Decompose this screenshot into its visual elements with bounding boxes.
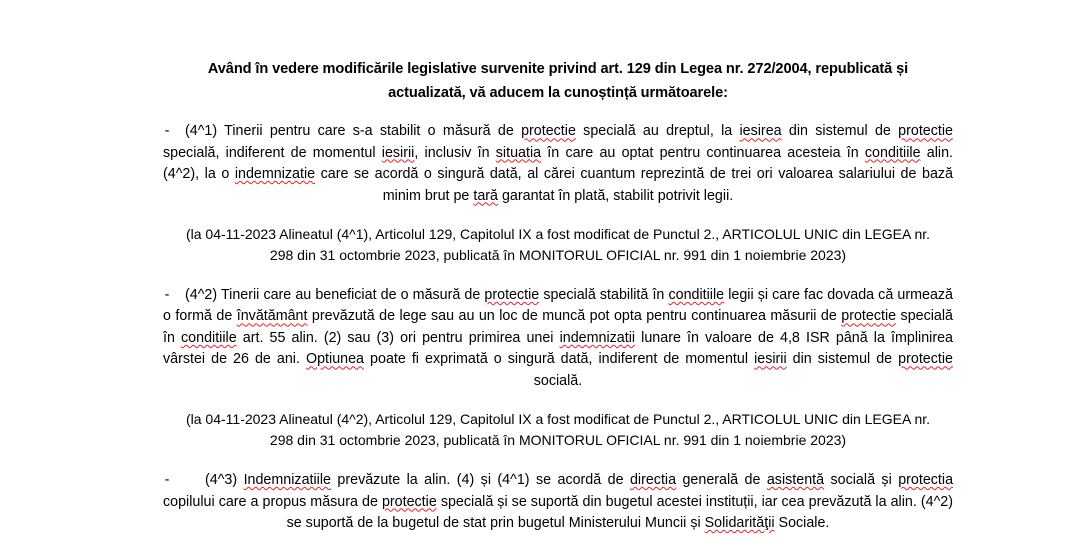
spacer xyxy=(163,271,953,285)
bullet-dash: - xyxy=(164,287,170,304)
misspelled-word: asistentă xyxy=(766,472,825,489)
misspelled-word: învătământ xyxy=(236,308,308,325)
misspelled-word: Solidarităţii xyxy=(704,515,775,532)
bullet-dash: - xyxy=(164,472,170,489)
spacer xyxy=(163,212,953,224)
misspelled-word: protectie xyxy=(484,287,540,304)
misspelled-word: indemnizatie xyxy=(234,166,316,183)
misspelled-word: directia xyxy=(629,472,677,489)
misspelled-word: protectie xyxy=(898,351,953,368)
clause-text-4-2: (4^2) Tinerii care au beneficiat de o măsură de protectie specială stabilită în conditiile legii și care fac dovada că urmează o formă de învătământ prevăzută de lege sau au un loc de muncă pot opta pentru continuarea măsurii de protectie specială în conditiile art. 55 alin. (2) sau (3) ori pentru primirea unei indemnizatii lunare în valoare de 4,8 ISR până la împlinirea vârstei de 26 de ani. Optiunea poate fi exprimată o singură dată, indiferent de momentul iesirii din sistemul de protectie socială. xyxy=(163,287,953,389)
misspelled-word: iesirea xyxy=(739,123,782,140)
bullet-dash: - xyxy=(164,123,170,140)
clause-paragraph-4-3 xyxy=(163,470,953,534)
document-heading: Având în vedere modificările legislative survenite privind art. 129 din Legea nr. 272/2004, republicată și actualizată, vă aducem la cunoștință următoarele: xyxy=(207,61,909,101)
misspelled-word: situatia xyxy=(495,144,542,161)
clause-text-4-1: (4^1) Tinerii pentru care s-a stabilit o măsură de protectie specială au dreptul, la iesirea din sistemul de protectie specială, indiferent de momentul iesirii, inclusiv în situatia în care au optat pentru continuarea acesteia în conditiile alin. (4^2), la o indemnizatie care se acordă o singură dată, al cărei cuantum reprezintă de trei ori valoarea salariului de bază minim brut pe tară garantat în plată, stabilit potrivit legii. xyxy=(163,123,953,204)
misspelled-word: Optiunea xyxy=(305,351,365,368)
misspelled-word: conditiile xyxy=(181,329,237,346)
clause-paragraph-4-2 xyxy=(163,285,953,392)
citation-4-2: (la 04-11-2023 Alineatul (4^2), Articolul 129, Capitolul IX a fost modificat de Punctul 2., ARTICOLUL UNIC din LEGEA nr. 298 din 31 octombrie 2023, publicată în MONITORUL OFICIAL nr. 991 din 1 noiembrie 2023) xyxy=(185,411,931,449)
misspelled-word: indemnizatii xyxy=(559,329,636,346)
citation-4-1: (la 04-11-2023 Alineatul (4^1), Articolul 129, Capitolul IX a fost modificat de Punctul 2., ARTICOLUL UNIC din LEGEA nr. 298 din 31 octombrie 2023, publicată în MONITORUL OFICIAL nr. 991 din 1 noiembrie 2023) xyxy=(185,226,931,264)
clause-text-4-3: (4^3) Indemnizatiile prevăzute la alin. (4) și (4^1) se acordă de directia generală de asistentă socială și protectia copilului care a propus măsura de protectie specială și se suportă din bugetul acestei instituții, iar cea prevăzută la alin. (4^2) se suportă de la bugetul de stat prin bugetul Ministerului Muncii și Solidarităţii Sociale. xyxy=(163,472,954,532)
misspelled-word: tară xyxy=(473,187,498,204)
misspelled-word: iesirii xyxy=(754,351,787,368)
misspelled-word: Indemnizatiile xyxy=(243,472,331,489)
spacer xyxy=(163,456,953,470)
misspelled-word: protectia xyxy=(898,472,954,489)
spacer xyxy=(163,397,953,409)
misspelled-word: conditiile xyxy=(864,144,921,161)
document-body xyxy=(163,58,953,540)
misspelled-word: protectie xyxy=(841,308,897,325)
misspelled-word: conditiile xyxy=(668,287,725,304)
misspelled-word: protectie xyxy=(381,493,437,510)
misspelled-word: iesirii xyxy=(381,144,415,161)
misspelled-word: protectie xyxy=(898,123,953,140)
misspelled-word: protectie xyxy=(521,123,576,140)
clause-paragraph-4-1 xyxy=(163,121,953,207)
